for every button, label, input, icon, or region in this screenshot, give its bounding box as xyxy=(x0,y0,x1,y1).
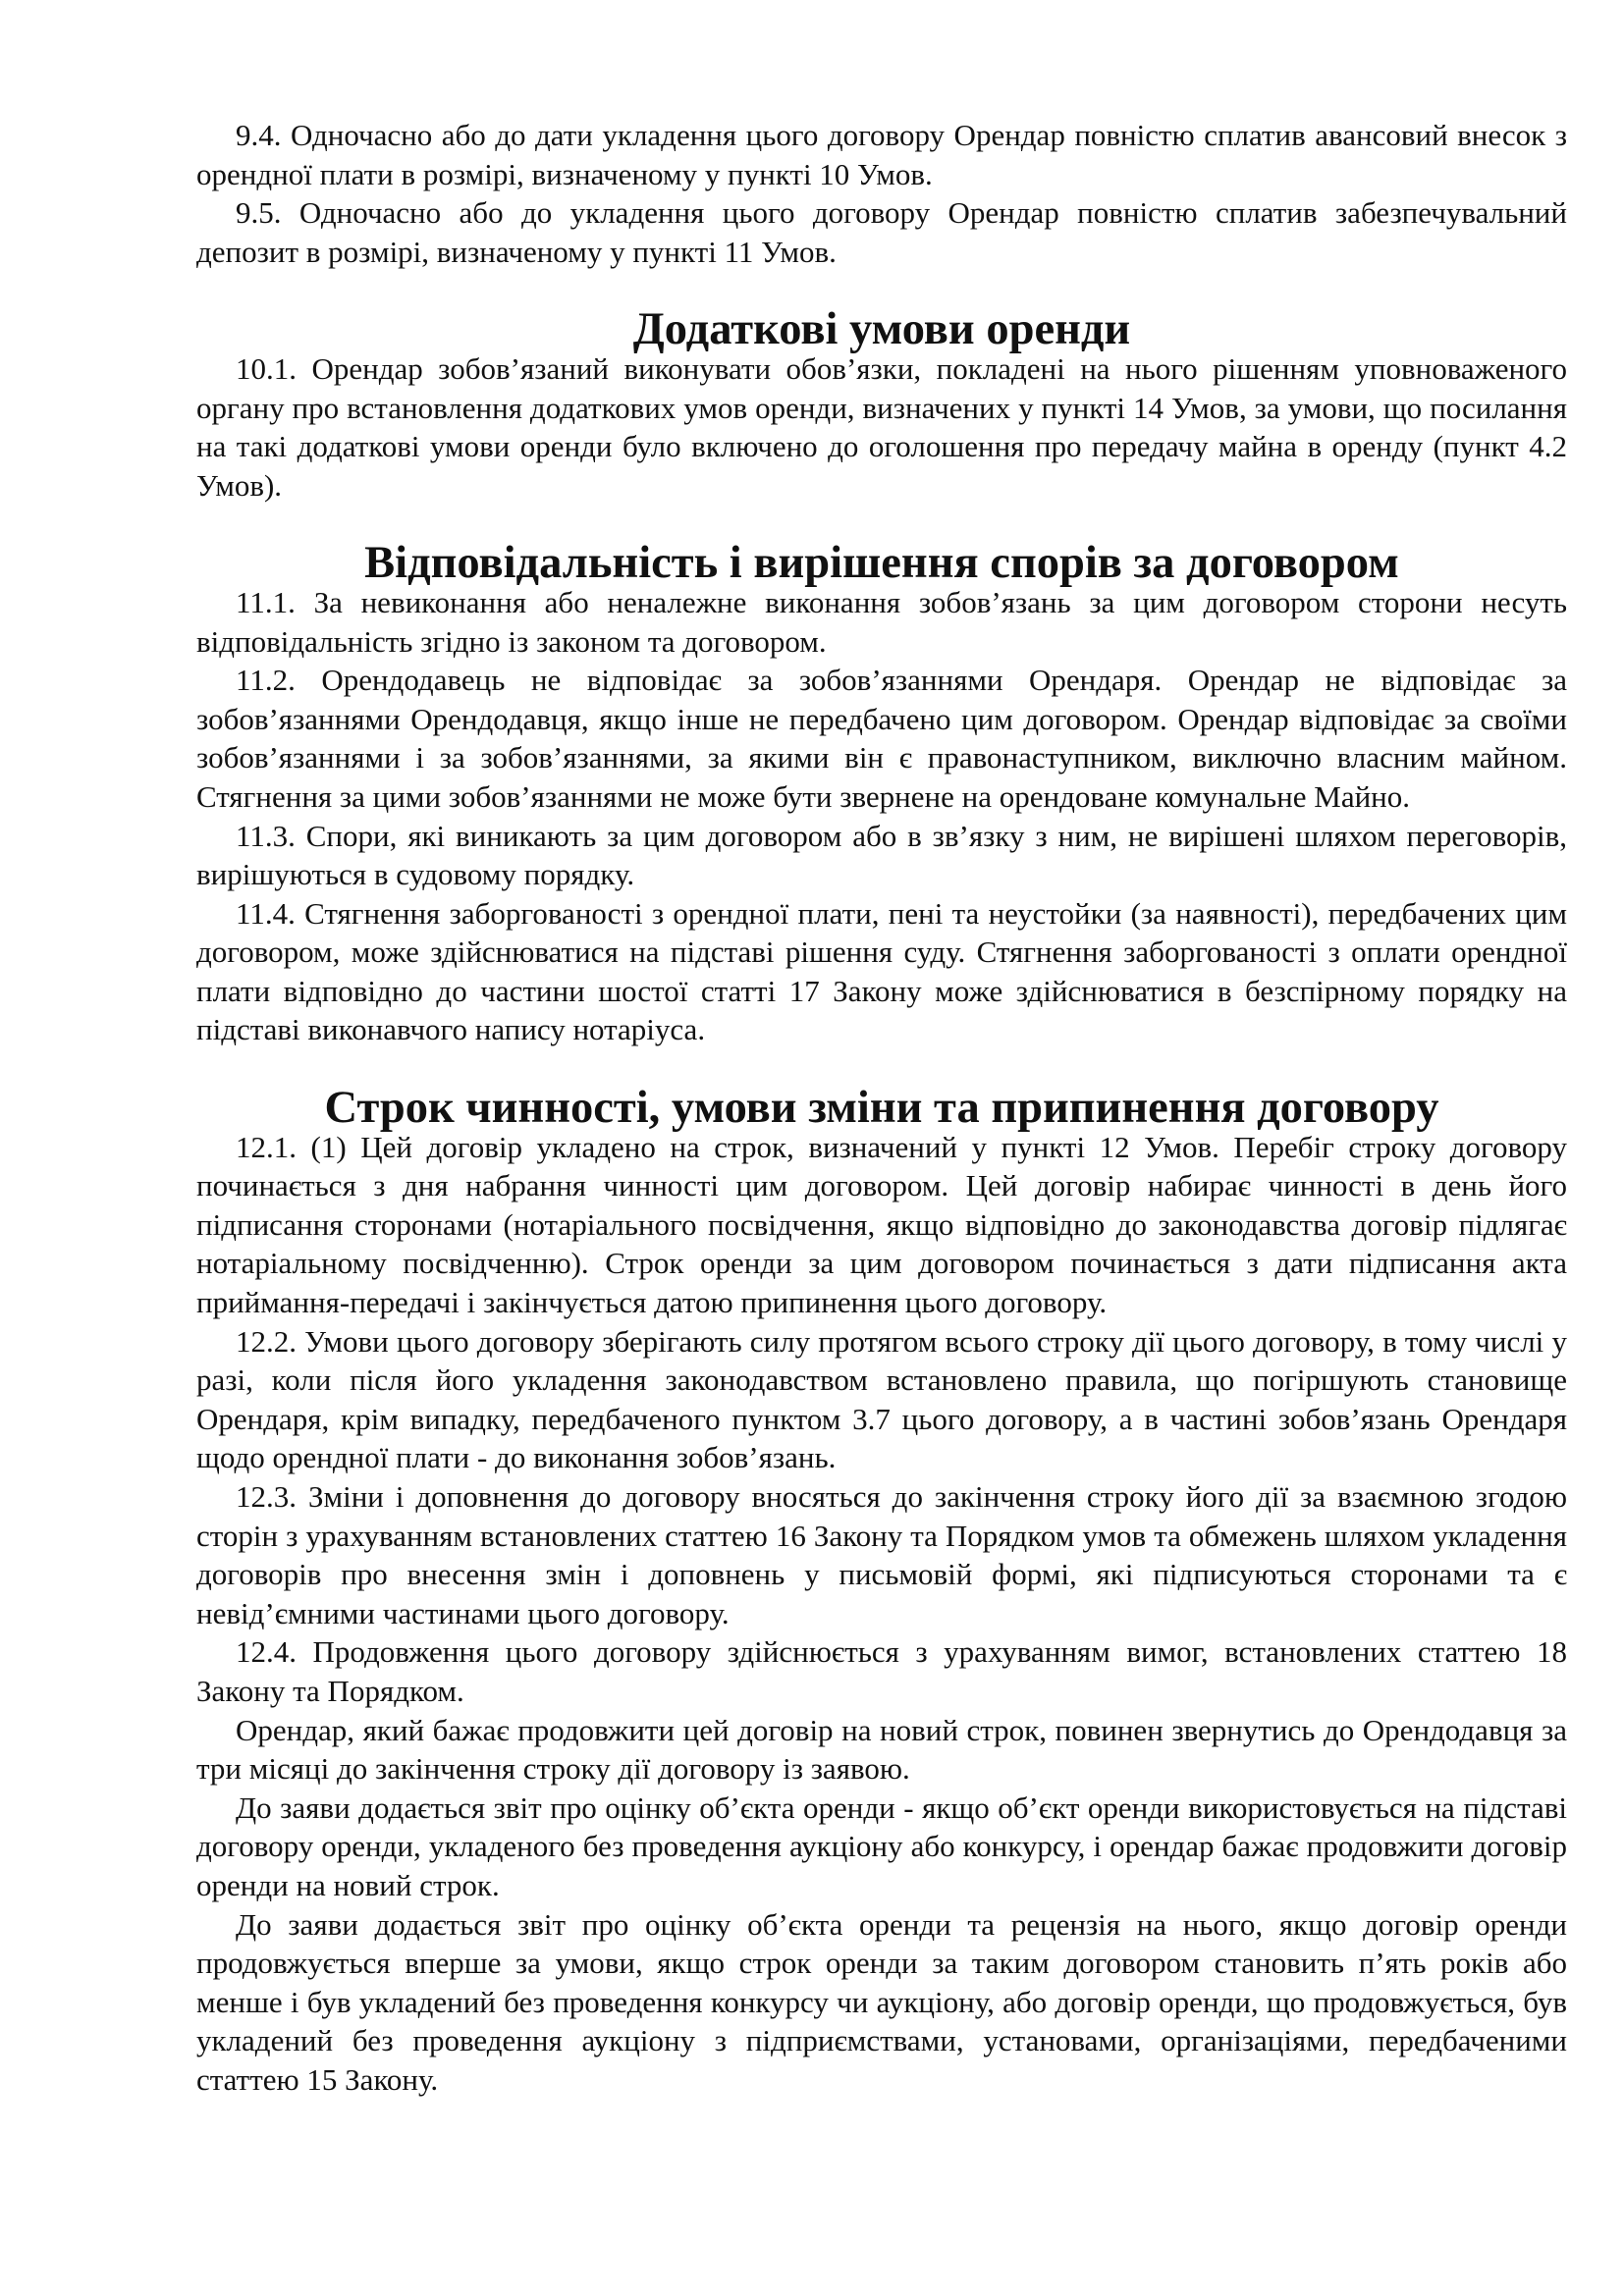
paragraph-9-5: 9.5. Одночасно або до укладення цього договору Орендар повністю сплатив забезпечувальний депозит в розмірі, визначеному у пункті 11 Умов. xyxy=(196,195,1567,269)
paragraph-11-1: 11.1. За невиконання або неналежне виконання зобов’язань за цим договором сторони несуть відповідальність згідно із законом та договором. xyxy=(196,584,1567,659)
paragraph-11-4: 11.4. Стягнення заборгованості з орендної плати, пені та неустойки (за наявності), передбачених цим договором, може здійснюватися на підставі рішення суду. Стягнення заборгованості з оплати орендної плати відповідно до частини шостої статті 17 Закону може здійснюватися в безспірному порядку на підставі виконавчого напису нотаріуса. xyxy=(196,895,1567,1047)
section-advance-payments xyxy=(196,116,1567,271)
paragraph-11-2: 11.2. Орендодавець не відповідає за зобов’язаннями Орендаря. Орендар не відповідає за зобов’язаннями Орендодавця, якщо інше не передбачено цим договором. Орендар відповідає за своїми зобов’язаннями і за зобов’язаннями, за якими він є правонаступником, виключно власним майном. Стягнення за цими зобов’язаннями не може бути звернене на орендоване комунальне Майно. xyxy=(196,663,1567,814)
section-heading-term: Строк чинності, умови зміни та припинення договору xyxy=(324,1083,1439,1134)
section-term-termination xyxy=(196,1083,1567,2099)
section-heading-additional-terms: Додаткові умови оренди xyxy=(632,304,1131,355)
paragraph-12-2: 12.2. Умови цього договору зберігають силу протягом всього строку дії цього договору, в тому числі у разі, коли після його укладення законодавством встановлено правила, що погіршують становище Орендаря, крім випадку, передбаченого пунктом 3.7 цього договору, а в частині зобов’язань Орендаря щодо орендної плати - до виконання зобов’язань. xyxy=(196,1323,1567,1475)
paragraph-9-4: 9.4. Одночасно або до дати укладення цього договору Орендар повністю сплатив авансовий внесок з орендної плати в розмірі, визначеному у пункті 10 Умов. xyxy=(196,118,1567,191)
paragraph-12-4: 12.4. Продовження цього договору здійснюється з урахуванням вимог, встановлених статтею 18 Закону та Порядком. xyxy=(196,1634,1567,1708)
paragraph-valuation-review: До заяви додається звіт про оцінку об’єкта оренди та рецензія на нього, якщо договір оренди продовжується вперше за умови, якщо строк оренди за таким договором становить п’ять років або менше і був укладений без проведення конкурсу чи аукціону, або договір оренди, що продовжується, був укладений без проведення аукціону з підприємствами, установами, організаціями, передбаченими статтею 15 Закону. xyxy=(196,1906,1567,2097)
section-heading-liability: Відповідальність і вирішення спорів за договором xyxy=(364,538,1399,589)
paragraph-renewal-request: Орендар, який бажає продовжити цей договір на новий строк, повинен звернутись до Орендодавця за три місяці до закінчення строку дії договору із заявою. xyxy=(196,1712,1567,1787)
section-liability-disputes xyxy=(196,538,1567,1049)
paragraph-10-1: 10.1. Орендар зобов’язаний виконувати обов’язки, покладені на нього рішенням уповноваженого органу про встановлення додаткових умов оренди, визначених у пункті 14 Умов, за умови, що посилання на такі додаткові умови оренди було включено до оголошення про передачу майна в оренду (пункт 4.2 Умов). xyxy=(196,350,1567,503)
paragraph-valuation-report: До заяви додається звіт про оцінку об’єкта оренди - якщо об’єкт оренди використовується на підставі договору оренди, укладеного без проведення аукціону або конкурсу, і орендар бажає продовжити договір оренди на новий строк. xyxy=(196,1789,1567,1902)
paragraph-11-3: 11.3. Спори, які виникають за цим договором або в зв’язку з ним, не вирішені шляхом переговорів, вирішуються в судовому порядку. xyxy=(196,818,1567,892)
section-additional-terms xyxy=(196,304,1567,505)
paragraph-12-3: 12.3. Зміни і доповнення до договору вносяться до закінчення строку його дії за взаємною згодою сторін з урахуванням встановлених статтею 16 Закону та Порядком умов та обмежень шляхом укладення договорів про внесення змін і доповнень у письмовій формі, які підписуються сторонами та є невід’ємними частинами цього договору. xyxy=(196,1479,1567,1630)
document-page xyxy=(196,116,1567,2100)
paragraph-12-1: 12.1. (1) Цей договір укладено на строк, визначений у пункті 12 Умов. Перебіг строку договору починається з дня набрання чинності цим договором. Цей договір набирає чинності в день його підписання сторонами (нотаріального посвідчення, якщо відповідно до законодавства договір підлягає нотаріальному посвідченню). Строк оренди за цим договором починається з дати підписання акта приймання-передачі і закінчується датою припинення цього договору. xyxy=(196,1129,1567,1320)
